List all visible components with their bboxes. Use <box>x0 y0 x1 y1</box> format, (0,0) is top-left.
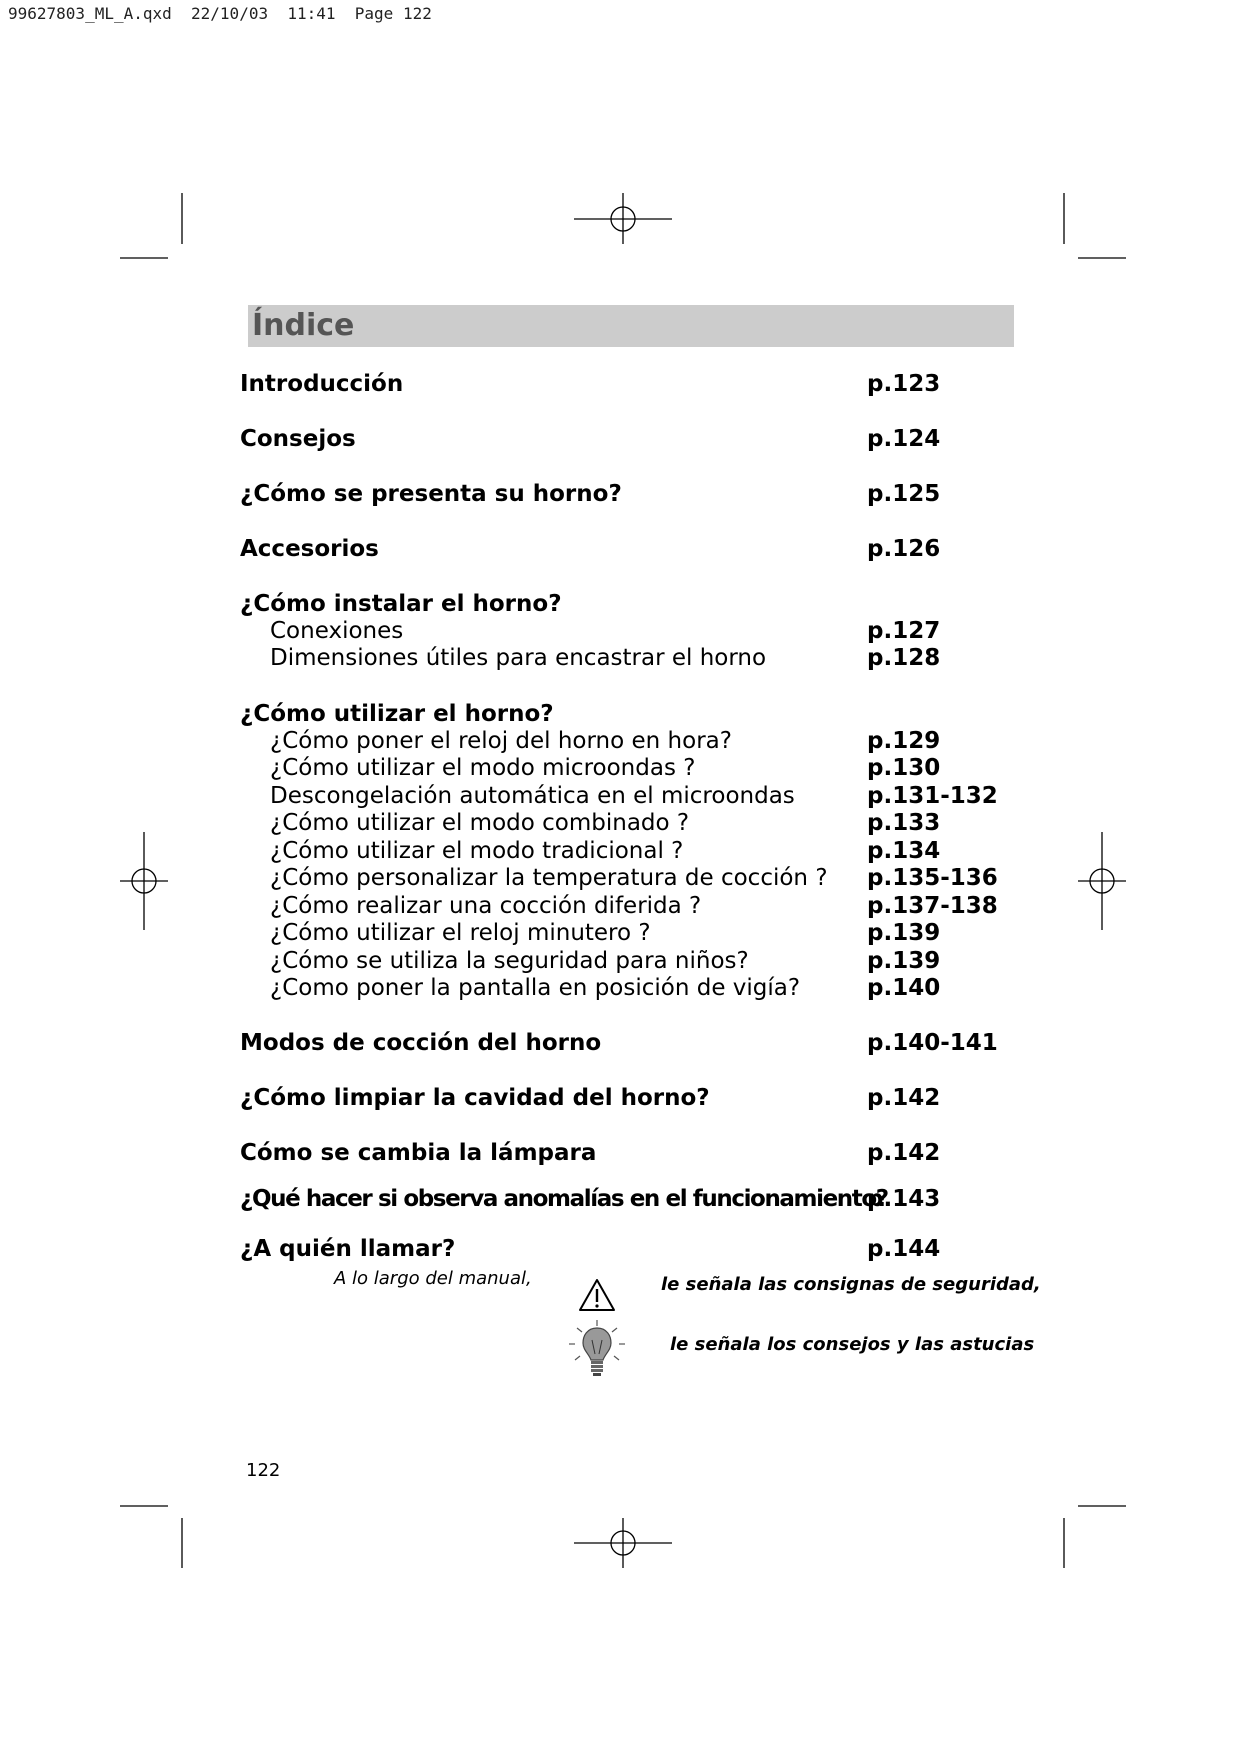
toc-page: p.133 <box>867 810 941 836</box>
toc-row-a-quien-llamar[interactable] <box>240 1235 1020 1263</box>
index-title-band <box>248 305 1014 347</box>
toc-label: ¿Cómo se presenta su horno? <box>240 481 622 507</box>
toc-label: ¿Cómo poner el reloj del horno en hora? <box>270 728 732 754</box>
toc-page: p.128 <box>867 645 941 671</box>
toc-row-anomalias[interactable] <box>240 1185 1020 1213</box>
toc-page: p.124 <box>867 426 941 452</box>
toc-page: p.137-138 <box>867 893 998 919</box>
toc-label: ¿Cómo utilizar el horno? <box>240 701 554 727</box>
notes-tips: le señala los consejos y las astucias <box>670 1334 1035 1355</box>
toc-row-limpiar-cavidad[interactable] <box>240 1084 1020 1112</box>
lightbulb-icon <box>565 1318 629 1384</box>
toc-page: p.135-136 <box>867 865 998 891</box>
toc-label: ¿Qué hacer si observa anomalías en el funcionamiento? <box>240 1186 888 1212</box>
toc-row-instalar-horno[interactable] <box>240 590 1020 618</box>
toc-row-conexiones[interactable] <box>240 617 1020 645</box>
toc-label: Accesorios <box>240 536 379 562</box>
toc-label: Descongelación automática en el microondas <box>270 783 795 809</box>
toc-label: ¿Cómo realizar una cocción diferida ? <box>270 893 702 919</box>
toc-page: p.140-141 <box>867 1030 998 1056</box>
toc-page: p.139 <box>867 920 941 946</box>
toc-page: p.131-132 <box>867 783 998 809</box>
toc-row-utilizar-horno[interactable] <box>240 700 1020 728</box>
toc-page: p.126 <box>867 536 941 562</box>
toc-page: p.143 <box>867 1186 941 1212</box>
toc-page: p.140 <box>867 975 941 1001</box>
toc-label: Introducción <box>240 371 404 397</box>
toc-label: Dimensiones útiles para encastrar el horno <box>270 645 767 671</box>
notes-safety: le señala las consignas de seguridad, <box>661 1274 1041 1295</box>
toc-row-introduccion[interactable] <box>240 370 1020 398</box>
toc-row-accesorios[interactable] <box>240 535 1020 563</box>
toc-label: Conexiones <box>270 618 404 644</box>
toc-row-reloj-hora[interactable] <box>240 727 1020 755</box>
toc-label: ¿A quién llamar? <box>240 1236 456 1262</box>
toc-label: ¿Cómo limpiar la cavidad del horno? <box>240 1085 710 1111</box>
toc-page: p.134 <box>867 838 941 864</box>
toc-row-seguridad-ninos[interactable] <box>240 947 1020 975</box>
toc-row-temperatura[interactable] <box>240 864 1020 892</box>
toc-row-presenta-horno[interactable] <box>240 480 1020 508</box>
toc-page: p.142 <box>867 1085 941 1111</box>
toc-label: Modos de cocción del horno <box>240 1030 602 1056</box>
toc-row-coccion-diferida[interactable] <box>240 892 1020 920</box>
toc-row-modo-combinado[interactable] <box>240 809 1020 837</box>
toc-row-reloj-minutero[interactable] <box>240 919 1020 947</box>
toc-page: p.144 <box>867 1236 941 1262</box>
notes-intro: A lo largo del manual, <box>334 1268 532 1289</box>
toc-row-cambia-lampara[interactable] <box>240 1139 1020 1167</box>
toc-label: ¿Cómo instalar el horno? <box>240 591 562 617</box>
toc-page: p.129 <box>867 728 941 754</box>
toc-label: ¿Cómo utilizar el modo tradicional ? <box>270 838 684 864</box>
toc-label: ¿Como poner la pantalla en posición de vigía? <box>270 975 801 1001</box>
toc-page: p.125 <box>867 481 941 507</box>
toc-row-descongelacion[interactable] <box>240 782 1020 810</box>
toc-label: ¿Cómo utilizar el modo combinado ? <box>270 810 690 836</box>
toc-label: ¿Cómo se utiliza la seguridad para niños? <box>270 948 749 974</box>
toc-page: p.123 <box>867 371 941 397</box>
toc-page: p.127 <box>867 618 941 644</box>
toc-label: ¿Cómo utilizar el modo microondas ? <box>270 755 696 781</box>
toc-row-dimensiones[interactable] <box>240 644 1020 672</box>
toc-label: Cómo se cambia la lámpara <box>240 1140 597 1166</box>
toc-row-modo-microondas[interactable] <box>240 754 1020 782</box>
toc-label: Consejos <box>240 426 356 452</box>
warning-icon <box>578 1278 616 1312</box>
toc-page: p.130 <box>867 755 941 781</box>
toc-label: ¿Cómo utilizar el reloj minutero ? <box>270 920 651 946</box>
toc-row-consejos[interactable] <box>240 425 1020 453</box>
toc-row-modo-tradicional[interactable] <box>240 837 1020 865</box>
page-title: Índice <box>252 308 355 343</box>
file-header: 99627803_ML_A.qxd 22/10/03 11:41 Page 122 <box>8 4 432 23</box>
toc-label: ¿Cómo personalizar la temperatura de cocción ? <box>270 865 828 891</box>
toc-row-pantalla-vigia[interactable] <box>240 974 1020 1002</box>
toc-page: p.139 <box>867 948 941 974</box>
page-number: 122 <box>246 1460 281 1481</box>
toc-row-modos-coccion[interactable] <box>240 1029 1020 1057</box>
toc-page: p.142 <box>867 1140 941 1166</box>
